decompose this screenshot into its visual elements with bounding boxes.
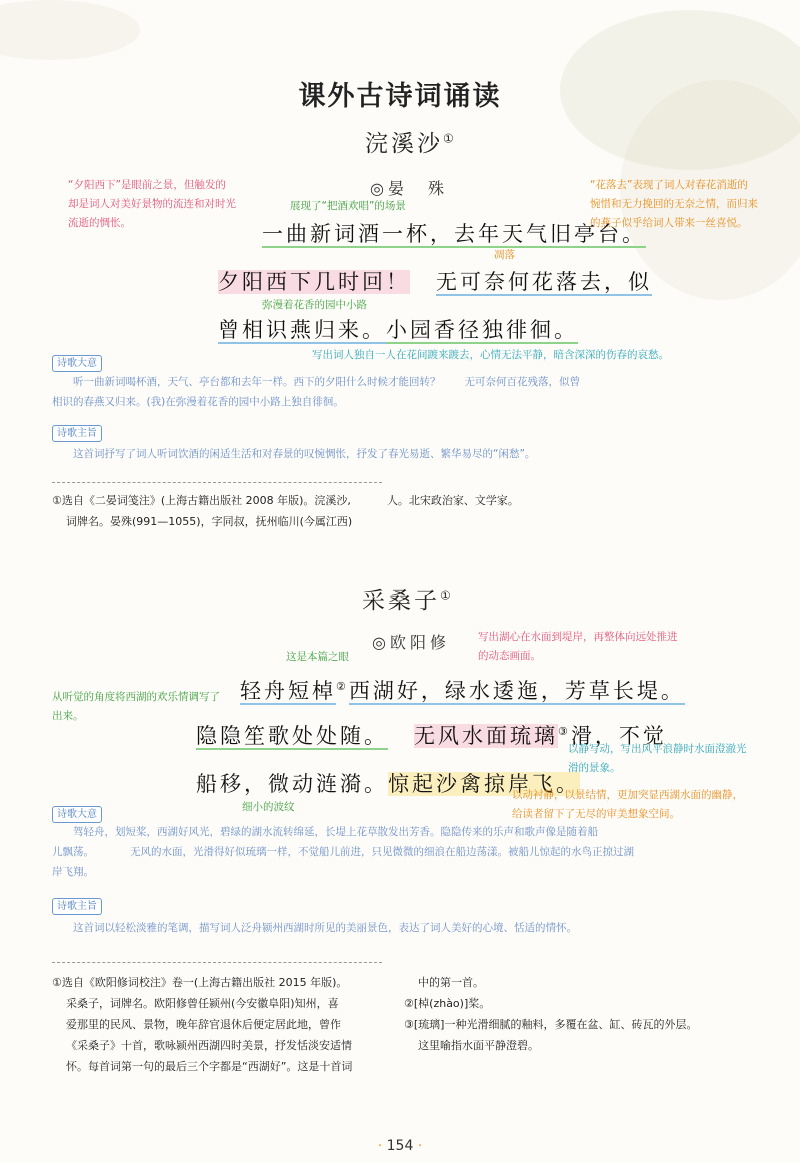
- poem1-note-zhouluo: 凋落: [494, 249, 515, 261]
- poem1-title-mark: ①: [443, 131, 457, 146]
- poem2-line2a: 隐隐笙歌处处随。: [196, 724, 388, 748]
- poem2-note-right2: 以动衬静，以景结情，更加突显西湖水面的幽静，给读者留下了无尽的审美想象空间。: [512, 789, 743, 820]
- poem2-meaning-tag: 诗歌大意: [52, 806, 102, 823]
- poem1-line3a: 曾相识燕归来。: [218, 318, 386, 342]
- poem1-author: ◎晏 殊: [370, 179, 448, 198]
- poem2-line3b: 惊起沙禽掠岸飞。: [388, 772, 580, 796]
- poem2-foot-right-3: 这里喻指水面平静澄碧。: [418, 1039, 539, 1052]
- poem1-meaning-c: 相识的春燕又归来。(我)在弥漫着花香的园中小路上独自徘徊。: [52, 396, 344, 408]
- poem1-line3: [218, 314, 578, 344]
- poem1-footnote: [52, 490, 772, 532]
- poem2-note-eye: 这是本篇之眼: [286, 651, 349, 663]
- page-dot-left: ·: [377, 1138, 383, 1154]
- poem2-foot-left-0: ①选自《欧阳修词校注》卷一(上海古籍出版社 2015 年版)。: [52, 976, 348, 989]
- poem2-meaning-a: 驾轻舟，划短桨，西湖好风光，碧绿的湖水流转绵延，长堤上花草散发出芳香。隐隐传来的乐声和歌声像是随着船: [73, 826, 598, 838]
- poem2-foot-left-4: 怀。每首词第一句的最后三个字都是“西湖好”。这是十首词: [66, 1060, 353, 1073]
- poem1-note-left: “夕阳西下”是眼前之景，但触发的却是词人对美好景物的流连和对时光流逝的惆怅。: [68, 179, 236, 229]
- page-number: [0, 1138, 800, 1154]
- poem1-line2a: 夕阳西下几时回！: [218, 270, 410, 294]
- poem1-note-center: 展现了“把酒欢唱”的场景: [290, 200, 406, 212]
- poem1-meaning-b: 无可奈何百花残落，似曾: [464, 376, 580, 388]
- background-decoration: [0, 0, 140, 60]
- poem2-author: ◎欧阳修: [372, 633, 450, 652]
- poem2-line1a: 轻舟短棹: [240, 679, 336, 703]
- poem1-meaning-tag: 诗歌大意: [52, 355, 102, 372]
- poem2-foot-left-1: 采桑子，词牌名。欧阳修曾任颍州(今安徽阜阳)知州，喜: [66, 997, 339, 1010]
- poem2-title: [362, 582, 454, 615]
- poem2-foot-left-2: 爱那里的民风、景物，晚年辞官退休后便定居此地，曾作: [66, 1018, 341, 1031]
- poem1-line1-text: 一曲新词酒一杯，去年天气旧亭台。: [262, 222, 646, 246]
- poem1-foot1: ①选自《二晏词笺注》(上海古籍出版社 2008 年版)。浣溪沙,: [52, 494, 351, 507]
- page-title: 课外古诗词诵读: [298, 81, 502, 112]
- poem2-line2-mark: ③: [558, 725, 571, 738]
- poem1-foot2: 词牌名。晏殊(991—1055)，字同叔，抚州临川(今属江西): [66, 515, 353, 528]
- poem2-meaning-d: 岸飞翔。: [52, 866, 94, 878]
- poem2-line1b: 西湖好，绿水逶迤，芳草长堤。: [348, 679, 685, 703]
- poem1-foot1b: 人。北宋政治家、文学家。: [386, 494, 519, 507]
- poem2-note-right1: 以静写动，写出风平浪静时水面澄澈光滑的景象。: [568, 743, 747, 774]
- poem1-meaning: [52, 372, 752, 412]
- poem2-title-text: 采桑子: [362, 588, 440, 614]
- poem1-title-text: 浣溪沙: [365, 131, 443, 157]
- poem2-footnote-left: [52, 972, 402, 1077]
- poem2-foot-right-1: ②[棹(zhào)]桨。: [404, 997, 491, 1010]
- poem2-line2b: 无风水面琉璃: [414, 724, 558, 748]
- page-number-text: 154: [386, 1138, 414, 1154]
- poem2-line3a: 船移，微动涟漪。: [196, 772, 388, 796]
- poem1-line3b: 小园香径独徘徊。: [386, 318, 578, 342]
- poem2-meaning-b: 儿飘荡。: [52, 846, 94, 858]
- poem1-footnote-rule: [52, 482, 382, 483]
- poem1-note-right: “花落去”表现了词人对春花消逝的惋惜和无力挽回的无奈之情，而归来的燕子似乎给词人带来一丝喜悦。: [590, 179, 758, 229]
- poem2-theme-tag: 诗歌主旨: [52, 898, 102, 915]
- poem2-note-left: 从听觉的角度将西湖的欢乐情调写了出来。: [52, 691, 220, 722]
- poem1-meaning-a: 听一曲新词喝杯酒，天气、亭台都和去年一样。西下的夕阳什么时候才能回转？: [73, 376, 441, 388]
- poem2-line1-mark: ②: [336, 680, 349, 693]
- poem1-line2: [218, 266, 652, 296]
- poem2-line1: [240, 675, 685, 705]
- poem1-theme-tag: 诗歌主旨: [52, 425, 102, 442]
- poem2-meaning: [52, 822, 757, 882]
- poem1-note-bottom: 写出词人独自一人在花间踱来踱去，心情无法平静，暗含深深的伤春的哀愁。: [312, 349, 669, 361]
- poem1-line2b: 无可奈何花落去，似: [436, 270, 652, 294]
- poem2-foot-right-0: 中的第一首。: [418, 976, 484, 989]
- page-dot-right: ·: [417, 1138, 423, 1154]
- poem2-line2c: 滑，不觉: [570, 724, 667, 748]
- poem1-line1: [262, 218, 646, 248]
- poem2-foot-left-3: 《采桑子》十首，歌咏颍州西湖四时美景，抒发恬淡安适情: [66, 1039, 352, 1052]
- poem2-meaning-c: 无风的水面，光滑得好似琉璃一样，不觉船儿前进，只见微微的细浪在船边荡漾。被船儿惊起的水鸟正掠过湖: [130, 846, 634, 858]
- poem2-footnote-right: [404, 972, 784, 1056]
- poem2-theme: 这首词以轻松淡雅的笔调，描写词人泛舟颍州西湖时所见的美丽景色，表达了词人美好的心境、恬适的情怀。: [73, 922, 577, 934]
- poem2-foot-right-2: ③[琉璃]一种光滑细腻的釉料，多覆在盆、缸、砖瓦的外层。: [404, 1018, 698, 1031]
- poem1-note-path: 弥漫着花香的园中小路: [262, 299, 367, 311]
- poem1-title: [365, 125, 457, 158]
- poem2-line3a-wrap: [196, 772, 388, 796]
- poem1-theme: 这首词抒写了词人听词饮酒的闲适生活和对春景的叹惋惆怅，抒发了春光易逝、繁华易尽的“闲愁”。: [73, 448, 536, 460]
- poem2-note-ripple: 细小的波纹: [242, 801, 295, 813]
- poem2-footnote-rule: [52, 962, 382, 963]
- poem2-title-mark: ①: [440, 588, 454, 603]
- poem2-note-topright: 写出湖心在水面到堤岸，再整体向远处推进的动态画面。: [478, 631, 678, 662]
